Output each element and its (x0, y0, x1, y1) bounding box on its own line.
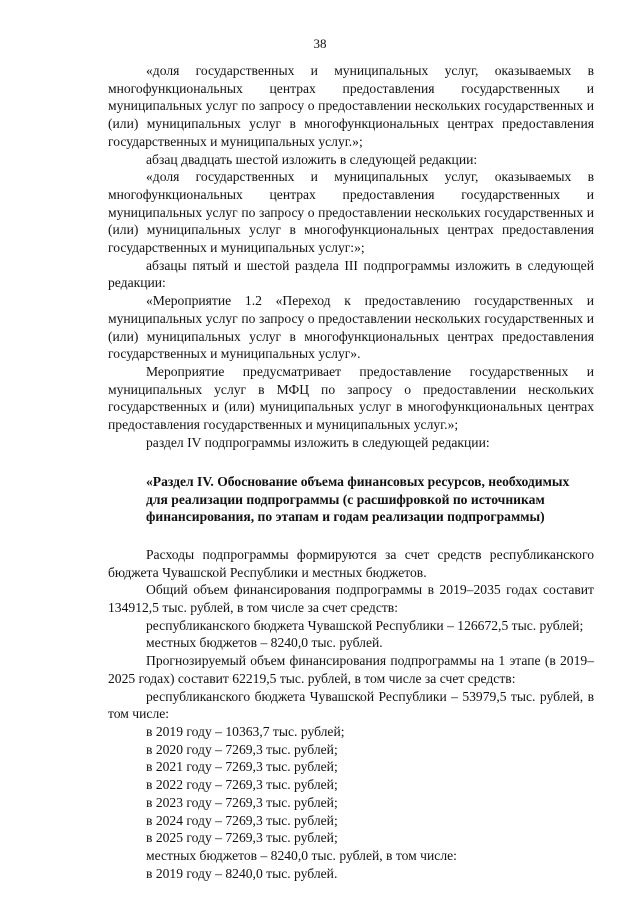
spacer (108, 451, 594, 473)
paragraph: абзацы пятый и шестой раздела III подпрограммы изложить в следующей редакции: (108, 257, 594, 291)
year-line: в 2019 году – 10363,7 тыс. рублей; (146, 724, 345, 739)
paragraph: местных бюджетов – 8240,0 тыс. рублей, в том числе: (146, 847, 457, 863)
paragraph: Общий объем финансирования подпрограммы в 2019–2035 годах составит 134912,5 тыс. рублей, в том числе за счет средств: (108, 582, 594, 616)
year-line: в 2024 году – 7269,3 тыс. рублей; (146, 812, 338, 828)
paragraph: «доля государственных и муниципальных услуг, оказываемых в многофункциональных центрах предоставления государственных и муниципальных услуг по запросу о предоставлении нескольких государственных и (или) муниципальных услуг в многофункциональных центрах предоставления государственных и муниципальных услуг.»; (108, 63, 594, 149)
paragraph: Мероприятие предусматривает предоставление государственных и муниципальных услуг в МФЦ по запросу о предоставлении нескольких государственных и (или) муниципальных услуг в многофункциональных центрах предоставления государственных и муниципальных услуг.»; (108, 363, 594, 433)
paragraph: «доля государственных и муниципальных услуг, оказываемых в многофункциональных центрах предоставления государственных и муниципальных услуг по запросу о предоставлении нескольких государственных и (или) муниципальных услуг в многофункциональных центрах предоставления государственных и муниципальных услуг:»; (108, 169, 594, 256)
page-number: 38 (313, 36, 327, 51)
year-line: в 2020 году – 7269,3 тыс. рублей; (146, 741, 338, 757)
paragraph: Расходы подпрограммы формируются за счет средств республиканского бюджета Чувашской Республики и местных бюджетов. (108, 546, 594, 580)
paragraph: Прогнозируемый объем финансирования подпрограммы на 1 этапе (в 2019–2025 годах) составит 62219,5 тыс. рублей, в том числе за счет средств: (108, 653, 594, 686)
year-line: в 2021 году – 7269,3 тыс. рублей; (146, 759, 338, 775)
paragraph: республиканского бюджета Чувашской Республики – 126672,5 тыс. рублей; (146, 617, 584, 633)
paragraph: абзац двадцать шестой изложить в следующей редакции: (146, 151, 478, 167)
paragraph: раздел IV подпрограммы изложить в следующей редакции: (146, 434, 490, 450)
year-line: в 2023 году – 7269,3 тыс. рублей; (146, 794, 338, 810)
year-line: в 2022 году – 7269,3 тыс. рублей; (146, 777, 338, 793)
paragraph: республиканского бюджета Чувашской Республики – 53979,5 тыс. рублей, в том числе: (108, 688, 594, 722)
section-heading: «Раздел IV. Обоснование объема финансовых ресурсов, необходимых для реализации подпрограммы (с расшифровкой по источникам финансирования, по этапам и годам реализации подпрограммы) (146, 474, 570, 525)
spacer (108, 526, 594, 546)
paragraph: местных бюджетов – 8240,0 тыс. рублей. (146, 635, 383, 651)
year-line: в 2025 году – 7269,3 тыс. рублей; (146, 830, 338, 846)
document-body (108, 62, 594, 882)
paragraph: «Мероприятие 1.2 «Переход к предоставлению государственных и муниципальных услуг по запросу о предоставлении нескольких государственных и (или) муниципальных услуг в многофункциональных центрах предоставления государственных и муниципальных услуг». (108, 293, 594, 362)
year-line: в 2019 году – 8240,0 тыс. рублей. (146, 865, 338, 881)
